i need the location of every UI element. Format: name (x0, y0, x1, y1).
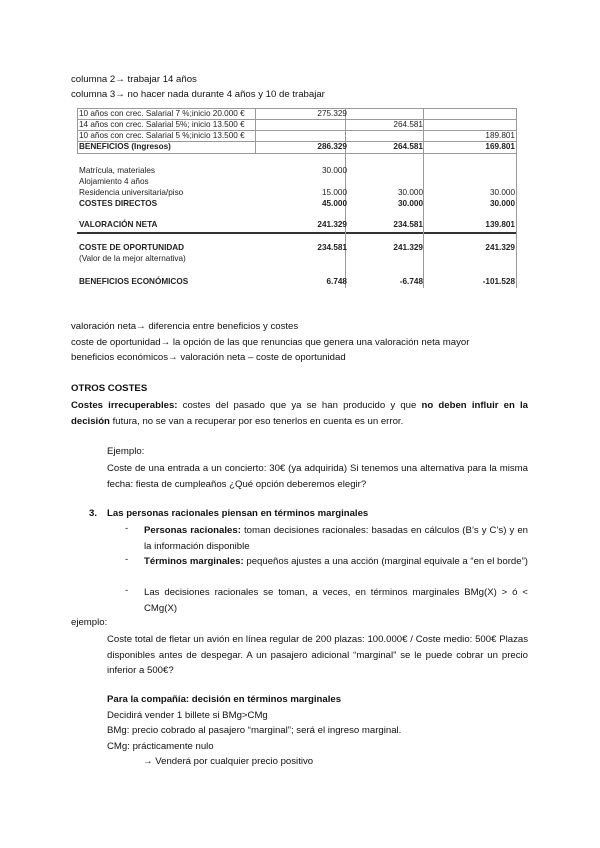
section-3-number: 3. (89, 508, 98, 519)
compania-title: Para la compañía: decisión en términos marginales (107, 694, 342, 705)
def-coste-oportunidad: coste de oportunidad→ la opción de las que renuncias que genera una valoración neta mayor (71, 337, 470, 348)
bullet-terminos-marginales: Términos marginales: pequeños ajustes a una acción (marginal equivale a “en el borde”) (144, 556, 528, 567)
ejemplo-avion-text: Coste total de fletar un avión en línea regular de 200 plazas: 100.000€ / Coste medio: 500€ Plazas disponibles antes de despegar. A un pasajero adicional “marginal” se le puede cobrar un precio inferior a 500€? (107, 634, 528, 676)
table-row: 10 años con crec. Salarial 5 %;inicio 13.500 € 189.801 (79, 131, 515, 140)
table-row: BENEFICIOS ECONÓMICOS 6.748 -6.748 -101.528 (79, 277, 515, 286)
ejemplo-avion-label: ejemplo: (71, 617, 108, 628)
costes-irrecuperables-paragraph: Costes irrecuperables: costes del pasado que ya se han producido y que no deben influir en la decisión futura, no se van a recuperar por eso tenerlos en cuenta es un error. (71, 400, 529, 427)
table-row: 10 años con crec. Salarial 7 %;inicio 20.000 € 275.329 (79, 109, 347, 118)
bullet-dash: - (125, 523, 129, 534)
table-row: 14 años con crec. Salarial 5%; inicio 13.500 € 264.581 (79, 120, 423, 129)
compania-line-3: CMg: prácticamente nulo (107, 741, 214, 752)
table-row: (Valor de la mejor alternativa) (79, 254, 186, 263)
otros-costes-heading: OTROS COSTES (71, 383, 148, 394)
table-row: Residencia universitaria/piso 15.000 30.000 30.000 (79, 188, 515, 197)
ejemplo-concierto-text: Coste de una entrada a un concierto: 30€ (ya adquirida) Si tenemos una alternativa para la misma fecha: fiesta de cumpleaños ¿Qué opción deberemos elegir? (107, 463, 528, 490)
compania-line-2: BMg: precio cobrado al pasajero “marginal”; será el ingreso marginal. (107, 725, 402, 736)
bullet-personas-racionales: Personas racionales: toman decisiones racionales: basadas en cálculos (B’s y C’s) y en la información disponible (144, 525, 528, 552)
table-row: COSTE DE OPORTUNIDAD 234.581 241.329 241.329 (79, 243, 515, 252)
intro-col3: columna 3→ no hacer nada durante 4 años y 10 de trabajar (71, 89, 325, 100)
bullet-dash: - (125, 554, 129, 565)
def-valoracion: valoración neta→ diferencia entre beneficios y costes (71, 321, 299, 332)
table-row: Matrícula, materiales 30.000 (79, 166, 347, 175)
ejemplo-label: Ejemplo: (107, 446, 145, 457)
compania-line-4: → Venderá por cualquier precio positivo (143, 756, 314, 767)
intro-col2: columna 2→ trabajar 14 años (71, 74, 197, 85)
table-row: BENEFICIOS (Ingresos) 286.329 264.581 169.801 (79, 142, 515, 151)
bullet-decisiones-racionales: Las decisiones racionales se toman, a veces, en términos marginales BMg(X) > ó < CMg(X) (144, 587, 528, 614)
table-row: COSTES DIRECTOS 45.000 30.000 30.000 (79, 199, 515, 208)
bullet-dash: - (125, 585, 129, 596)
table-row: VALORACIÓN NETA 241.329 234.581 139.801 (79, 220, 515, 229)
compania-line-1: Decidirá vender 1 billete si BMg>CMg (107, 710, 268, 721)
def-beneficios: beneficios económicos→ valoración neta – coste de oportunidad (71, 352, 346, 363)
section-3-title: Las personas racionales piensan en términos marginales (107, 508, 369, 519)
table-row: Alojamiento 4 años (79, 177, 149, 186)
